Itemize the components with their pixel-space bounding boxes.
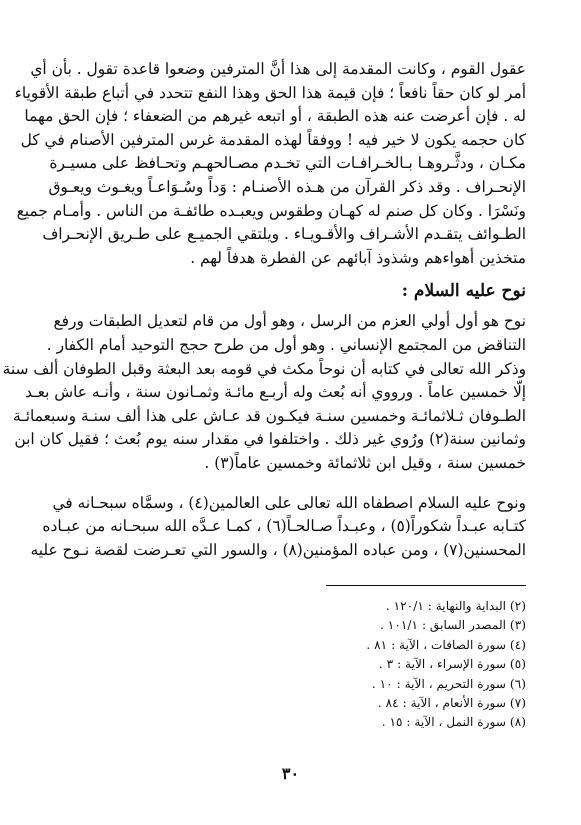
text-line: نوح هو أول أولي العزم من الرسل ، وهو أول من قام لتعديل الطبقات ورفع xyxy=(53,312,526,331)
page-number: ٣٠ xyxy=(281,764,300,783)
text-line: التناقض من المجتمع الإنساني . وهو أول من طرح حجج التوحيد أمام الكفار . xyxy=(46,335,526,354)
paragraph-3 xyxy=(30,492,526,563)
paragraph-2 xyxy=(2,310,526,475)
text-line: ونَسْرَا . وكان كل صنم له كهـان وطقوس ويعبـده طائفـة من الناس . وأمـام جميع xyxy=(16,201,526,220)
footnote: (٥) سورة الإسراء ، الآية : ٣ . xyxy=(378,657,526,672)
text-line: إلّا خمسين عاماً . ورووي أنه بُعث وله أربـع مائـة وثمـانون سنة ، وأنـه عاش بعـد xyxy=(25,383,526,402)
text-line: له . فإن أعرضت عنه هذه الطبقة ، أو اتبعه غيرهم من الضعفاء ؛ فإن الحق مهما xyxy=(24,107,526,126)
footnote: (٣) المصدر السابق : ١٠١/١ . xyxy=(380,618,526,633)
paragraph-gap xyxy=(55,476,526,492)
text-line: الطـوائف يتقـدم الأشـراف والأقـويـاء . ويلتقي الجميـع على طـريق الإنحـراف xyxy=(42,225,526,244)
footnote-divider xyxy=(326,585,526,586)
text-line: الطـوفان ثـلاثمائـة وخمسين سنـة فيكـون قد عـاش على هذا ألف سنـة وسبعمائـة xyxy=(12,406,526,425)
text-line: كان حجمه يكون لا خير فيه ! ووفقاً لهذه المقدمة غرس المترفين الأصنام في كل xyxy=(20,130,526,149)
text-line: متخذين أهواءهم وشذوذ آبائهم عن الفطرة هدفاً لهم . xyxy=(190,248,526,267)
footnotes xyxy=(226,597,526,733)
text-line: أمر لو كان حقاً نافعاً ؛ فإن قيمة هذا الحق وهذا النفع تتحدد في أتباع طبقة الأقوياء xyxy=(14,83,526,102)
paragraph-1 xyxy=(14,58,526,270)
text-line: وثمانين سنة(٢) ورُوي غير ذلك . واختلفوا في مقدار سنه يوم بُعث ؛ فقيل كان ابن xyxy=(14,430,526,449)
text-line: كتـابه عبـداً شكوراً(٥) ، وعبـداً صـالحـاً(٦) ، كمـا عـدَّه الله سبحـانه من عبـاده xyxy=(42,517,526,536)
text-line: وذكر الله تعالى في كتابه أن نوحاً مكث في قومه بعد البعثة وقبل الطوفان ألف سنة xyxy=(2,359,526,378)
footnote: (٦) سورة التحريم ، الآية : ١٠ . xyxy=(371,676,526,691)
text-line: خمسين سنة ، وقيل ابن ثلاثمائة وخمسين عاماً(٣) . xyxy=(204,453,526,472)
body-text xyxy=(2,58,526,562)
text-line: ونوح عليه السلام اصطفاه الله تعالى على العالمين(٤) ، وسمَّاه سبحـانه في xyxy=(52,493,526,512)
text-line: عقول القوم ، وكانت المقدمة إلى هذا أنَّ المترفين وضعوا قاعدة تقول . بأن أي xyxy=(30,60,526,78)
footnote: (٧) سورة الأنعام ، الآية : ٨٤ . xyxy=(377,695,526,710)
text-line: المحسنين(٧) ، ومن عباده المؤمنين(٨) ، والسور التي تعـرضت لقصة نـوح عليه xyxy=(30,540,526,559)
footnote: (٨) سورة النمل ، الآية : ١٥ . xyxy=(381,715,526,730)
text-line: الإنحـراف . وقد ذكر القرآن من هـذه الأصنـام : وَداً وسُـوَاعـاً ويغـوث ويعـوق xyxy=(48,177,526,196)
section-heading: نوح عليه السلام : xyxy=(401,281,526,302)
footnote: (٤) سورة الصافات ، الآية : ٨١ . xyxy=(366,637,526,652)
text-line: مكـان ، ودثَّـروهـا بـالخـرافـات التي تخـدم مصـالحهـم وتحـافظ على مسيـرة xyxy=(49,154,526,173)
footnote: (٢) البداية والنهاية : ١٢٠/١ . xyxy=(385,599,526,613)
